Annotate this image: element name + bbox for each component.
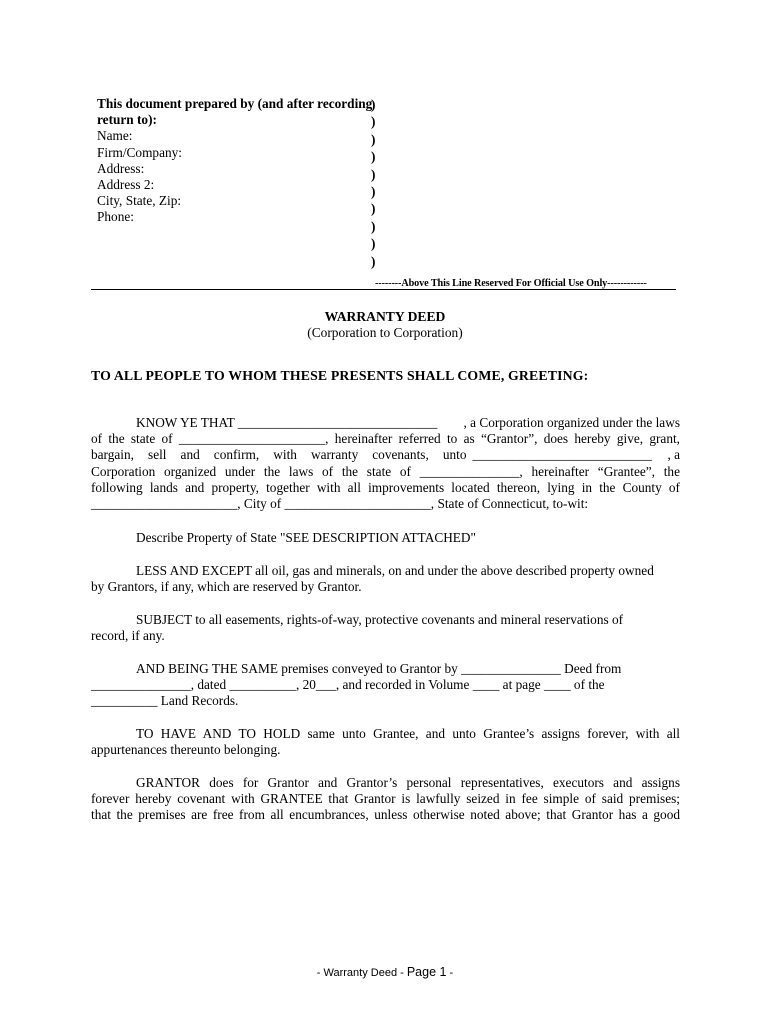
grantor-line-2: forever hereby covenant with GRANTEE that Grantor is lawfully seized in fee simple of said premises; xyxy=(91,791,680,807)
grantor-line-3: that the premises are free from all encumbrances, unless otherwise noted above; that Grantor has a good xyxy=(91,807,680,823)
firm-company-field-label: Firm/Company: xyxy=(97,144,182,160)
official-use-divider xyxy=(91,289,676,290)
grantor-line-1: GRANTOR does for Grantor and Grantor’s personal representatives, executors and assigns xyxy=(136,775,680,790)
know-ye-line-1 xyxy=(91,415,680,431)
paren-column xyxy=(371,96,383,270)
know-ye-line-5: following lands and property, together with all improvements located thereon, lying in the County of xyxy=(91,479,680,495)
being-same-line-2: _______________, dated __________, 20___, and recorded in Volume ____ at page ____ of the xyxy=(91,677,605,693)
know-ye-line-4: Corporation organized under the laws of the state of _______________, hereinafter “Grantee”, the xyxy=(91,463,680,479)
know-ye-line-1-lead xyxy=(136,415,437,431)
subject-line-2: record, if any. xyxy=(91,628,165,644)
paren-mark: ) xyxy=(371,114,376,130)
know-ye-paragraph xyxy=(91,415,680,512)
official-use-line: --------Above This Line Reserved For Official Use Only------------ xyxy=(375,278,647,289)
to-have-paragraph xyxy=(91,726,680,758)
footer-doc-name: - Warranty Deed - xyxy=(316,967,407,979)
paren-mark: ) xyxy=(371,183,376,199)
city-state-zip-field-label: City, State, Zip: xyxy=(97,193,182,209)
greeting-heading: TO ALL PEOPLE TO WHOM THESE PRESENTS SHALL COME, GREETING: xyxy=(91,368,589,383)
name-field-label: Name: xyxy=(97,128,133,144)
paren-mark: ) xyxy=(371,166,376,182)
paren-mark: ) xyxy=(371,149,376,165)
being-same-line-1: AND BEING THE SAME premises conveyed to Grantor by _______________ Deed from xyxy=(136,661,622,676)
document-title: WARRANTY DEED xyxy=(324,309,446,324)
recording-info-block xyxy=(97,96,373,226)
footer-dash: - xyxy=(446,967,454,979)
grantor-covenant-paragraph xyxy=(91,775,680,824)
return-to-heading: return to): xyxy=(97,112,157,128)
phone-field-label: Phone: xyxy=(97,209,134,225)
less-except-paragraph xyxy=(91,563,680,595)
grantee-name-blank: ___________________________ xyxy=(472,447,652,463)
less-except-line-1: LESS AND EXCEPT all oil, gas and minerals, on and under the above described property owned xyxy=(136,563,654,578)
subject-paragraph xyxy=(91,612,680,644)
page-footer xyxy=(0,964,770,981)
grantor-name-blank: ______________________________ xyxy=(237,415,438,430)
paren-mark: ) xyxy=(371,218,376,234)
to-have-line-1: TO HAVE AND TO HOLD same unto Grantee, and unto Grantee’s assigns forever, with all xyxy=(136,726,680,741)
know-ye-line-6: ______________________, City of ______________________, State of Connecticut, to-wit: xyxy=(91,495,589,511)
paren-mark: ) xyxy=(371,253,376,269)
paren-mark: ) xyxy=(371,236,376,252)
know-ye-intro: KNOW YE THAT xyxy=(136,415,238,430)
know-ye-line-1-tail: , a Corporation organized under the laws xyxy=(463,415,680,430)
know-ye-line-3-lead: bargain, sell and confirm, with warranty covenants, unto xyxy=(91,447,467,463)
paren-mark: ) xyxy=(371,97,376,112)
document-subtitle: (Corporation to Corporation) xyxy=(307,325,463,340)
footer-page-number: Page 1 xyxy=(406,965,447,979)
subject-line-1: SUBJECT to all easements, rights-of-way, protective covenants and mineral reservations of xyxy=(136,612,624,627)
prepared-by-heading: This document prepared by (and after recording xyxy=(97,96,373,111)
being-same-line-3: __________ Land Records. xyxy=(91,693,239,709)
to-have-line-2: appurtenances thereunto belonging. xyxy=(91,742,281,758)
less-except-line-2: by Grantors, if any, which are reserved by Grantor. xyxy=(91,579,362,595)
address2-field-label: Address 2: xyxy=(97,177,155,193)
paren-mark: ) xyxy=(371,131,376,147)
describe-property-line: Describe Property of State "SEE DESCRIPTION ATTACHED" xyxy=(136,530,476,545)
address-field-label: Address: xyxy=(97,160,145,176)
being-same-paragraph xyxy=(91,661,680,710)
know-ye-line-2: of the state of ______________________, hereinafter referred to as “Grantor”, does hereby give, grant, xyxy=(91,431,680,447)
know-ye-line-3 xyxy=(91,447,680,463)
know-ye-line-3-tail: , a xyxy=(667,447,680,463)
paren-mark: ) xyxy=(371,201,376,217)
